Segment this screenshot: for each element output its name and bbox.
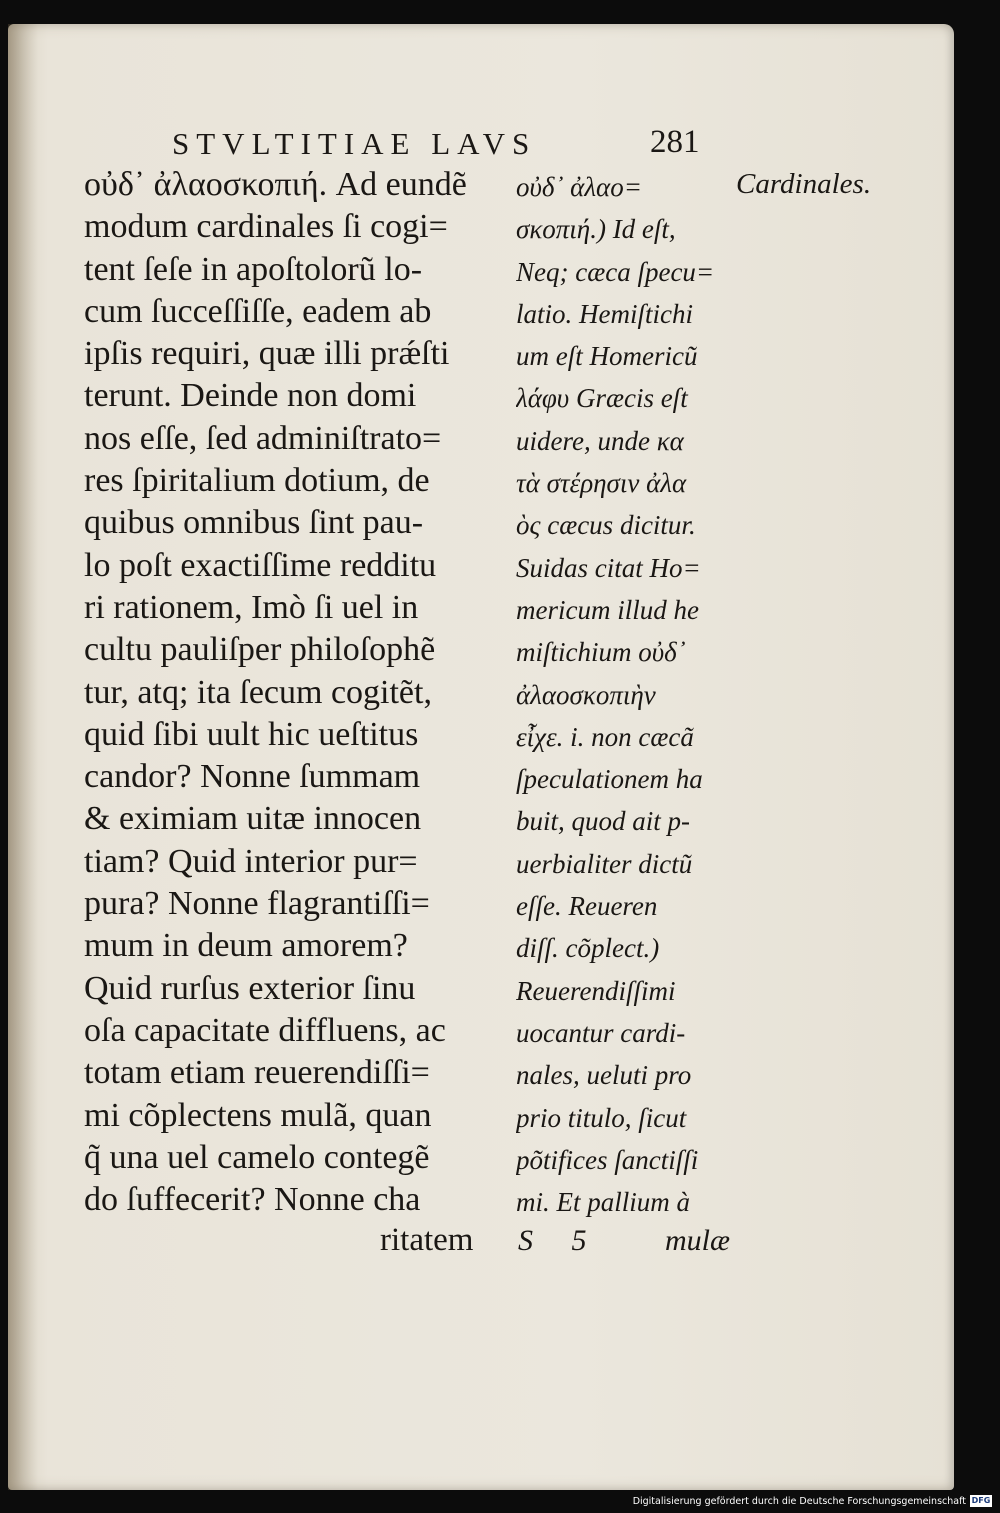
main-text-line: οὐδ᾽ ἀλαοσκοπιή. Ad eundẽ: [84, 166, 467, 203]
commentary-column: [516, 166, 728, 1223]
main-text-line: candor? Nonne ſummam: [84, 758, 421, 796]
main-text-line: modum cardinales ſi cogi=: [84, 208, 448, 246]
main-text-line: ipſis requiri, quæ illi prǽſti: [84, 335, 450, 373]
signature-mark-1: S: [518, 1224, 533, 1257]
running-title: STVLTITIAE LAVS: [172, 126, 537, 161]
commentary-line: prio titulo, ſicut: [516, 1102, 687, 1133]
main-text-line: quid ſibi uult hic ueſtitus: [84, 715, 419, 753]
main-text-line: nos eſſe, ſed adminiſtrato=: [84, 419, 442, 457]
main-text-line: tent ſeſe in apoſtolorũ lo-: [84, 250, 423, 288]
main-text-line: cum ſucceſſiſſe, eadem ab: [84, 292, 432, 330]
commentary-line: οὐδ᾽ ἀλαο=: [516, 172, 642, 202]
main-text-line: tur, atq; ita ſecum cogitẽt,: [84, 673, 432, 711]
commentary-line: Neq; cæca ſpecu=: [516, 256, 715, 287]
commentary-line: eſſe. Reueren: [516, 891, 658, 922]
main-text-line: q̃ una uel camelo contegẽ: [84, 1138, 430, 1176]
commentary-line: latio. Hemiſtichi: [516, 298, 693, 329]
main-text-line: cultu pauliſper philoſophẽ: [84, 631, 436, 669]
main-text-line: res ſpiritalium dotium, de: [84, 462, 430, 500]
commentary-line: Reuerendiſſimi: [516, 975, 676, 1006]
main-text-line: pura? Nonne flagrantiſſi=: [84, 885, 430, 923]
commentary-line: miſtichium οὐδ᾽: [516, 637, 686, 668]
commentary-line: um eſt Homericũ: [516, 341, 698, 372]
main-text-line: mum in deum amorem?: [84, 927, 408, 965]
catchword: ritatem: [380, 1222, 474, 1258]
commentary-line: ὸς cæcus dicitur.: [516, 510, 696, 541]
main-text-line: do ſuffecerit? Nonne cha: [84, 1181, 421, 1219]
margin-note: Cardinales.: [736, 168, 872, 200]
main-text-line: Quid rurſus exterior ſinu: [84, 969, 416, 1007]
signature-mark-2: 5: [571, 1224, 587, 1257]
commentary-line: ſpeculationem ha: [516, 764, 703, 795]
main-text-line: terunt. Deinde non domi: [84, 377, 417, 415]
commentary-line: buit, quod ait p-: [516, 806, 690, 837]
commentary-line: Suidas citat Ho=: [516, 552, 701, 583]
main-text-line: tiam? Quid interior pur=: [84, 842, 418, 880]
digitization-credit: Digitalisierung gefördert durch die Deutsche Forschungsgemeinschaft: [632, 1496, 966, 1507]
main-text-line: ri rationem, Imò ſi uel in: [84, 588, 419, 626]
commentary-line: uocantur cardi-: [516, 1017, 686, 1048]
main-text-line: mi cõplectens mulã, quan: [84, 1096, 432, 1134]
commentary-line: uidere, unde κα: [516, 425, 684, 456]
commentary-line: εἶχε. i. non cæcã: [516, 721, 694, 752]
commentary-line: põtifices ſanctiſſi: [516, 1144, 699, 1175]
gutter-shadow: [8, 24, 38, 1490]
commentary-line: uerbialiter dictũ: [516, 848, 693, 879]
commentary-line: nales, ueluti pro: [516, 1060, 692, 1091]
main-text-line: oſa capacitate diffluens, ac: [84, 1011, 446, 1049]
notes-catchword: mulæ: [664, 1224, 730, 1257]
page-number: 281: [650, 124, 700, 160]
commentary-line: mi. Et pallium à: [516, 1187, 690, 1218]
commentary-line: diſſ. cõplect.): [516, 933, 660, 964]
main-text-column: [84, 164, 504, 1221]
commentary-line: σκοπιή.) Id eſt,: [516, 214, 676, 245]
commentary-line: ἀλαοσκοπιὴν: [516, 679, 656, 710]
main-text-line: quibus omnibus ſint pau-: [84, 504, 424, 542]
main-text-line: lo poſt exactiſſime redditu: [84, 546, 437, 584]
commentary-line: mericum illud he: [516, 594, 699, 625]
signature-line: [518, 1224, 730, 1258]
dfg-logo: DFG: [971, 1496, 991, 1505]
commentary-line: τὰ στέρησιν ἀλα: [516, 468, 687, 499]
main-text-line: & eximiam uitæ innocen: [84, 800, 422, 838]
main-text-line: totam etiam reuerendiſſi=: [84, 1054, 430, 1092]
commentary-line: λάφυ Græcis eſt: [516, 383, 688, 414]
